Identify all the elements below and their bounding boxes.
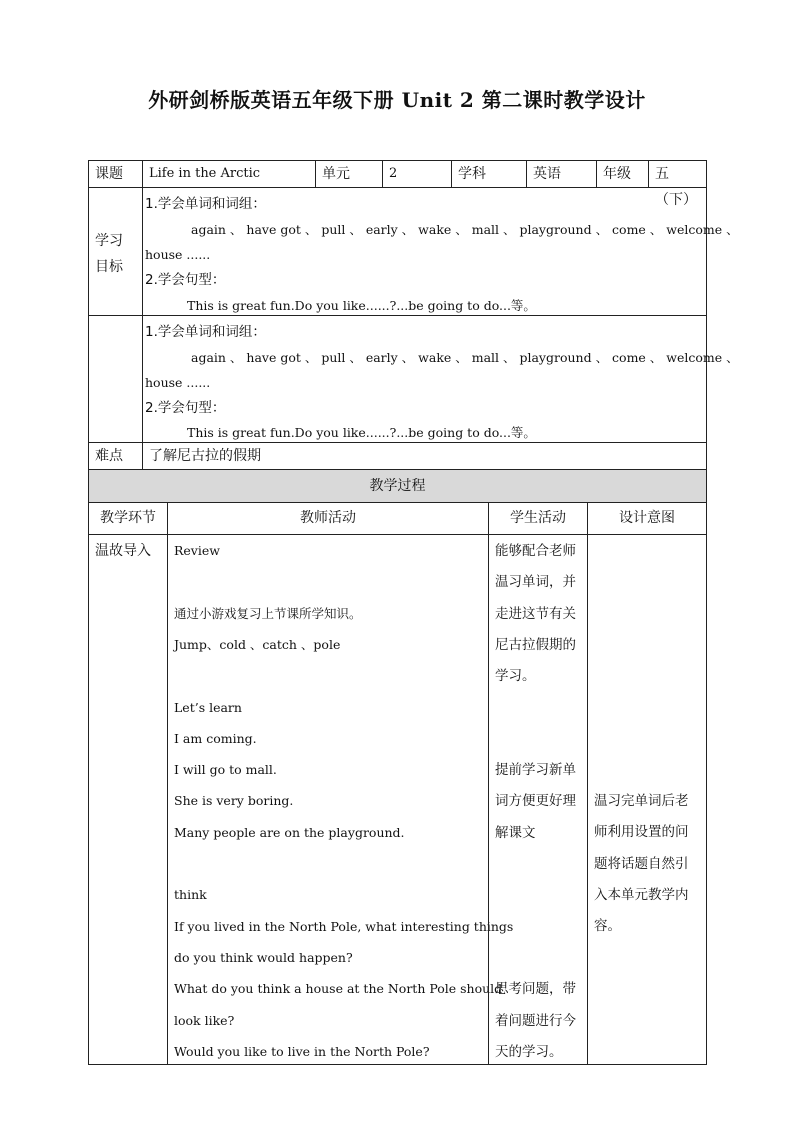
unit-label: 单元 [315, 160, 383, 188]
student-activity-line: 思考问题，带 [495, 981, 576, 998]
teacher-activity-line: I am coming. [174, 730, 257, 746]
page-title: 外研剑桥版英语五年级下册 Unit 2 第二课时教学设计 [148, 88, 646, 112]
student-activity-line: 提前学习新单 [495, 762, 576, 779]
col-student-header: 学生活动 [488, 502, 588, 535]
student-activity-cell [488, 534, 588, 1065]
objectives-words-list: again 、 have got 、 pull 、 early 、 wake 、 mall 、 playground 、 come 、 welcome 、 [191, 222, 739, 237]
keypoints-sentence-heading: 2.学会句型： [145, 400, 226, 416]
teacher-activity-line: look like? [174, 1012, 235, 1028]
student-activity-line: 能够配合老师 [495, 543, 576, 559]
process-heading: 教学过程 [88, 469, 707, 503]
teacher-activity-line: What do you think a house at the North Pole should [174, 981, 503, 997]
student-activity-line: 词方便更好理 [495, 793, 576, 810]
objectives-label-line1: 学习 [95, 233, 123, 249]
objectives-sentence-heading: 2.学会句型： [145, 272, 226, 288]
keypoints-content [142, 315, 739, 443]
design-intent-cell [587, 534, 707, 1065]
student-activity-line: 学习。 [495, 668, 536, 685]
teacher-activity-cell [167, 534, 514, 1065]
keypoints-words-heading: 1.学会单词和词组： [145, 324, 266, 340]
student-activity-line: 尼古拉假期的 [495, 636, 576, 653]
subject-label: 学科 [451, 160, 527, 188]
student-activity-line: 天的学习。 [495, 1043, 563, 1060]
teacher-activity-line: Review [174, 543, 220, 558]
difficulty-label: 难点 [88, 442, 143, 470]
objectives-sentence-text: This is great fun.Do you like......?...be going to do...等。 [187, 298, 536, 313]
stage-cell [88, 534, 168, 1065]
grade-label: 年级 [596, 160, 649, 188]
col-design-header: 设计意图 [587, 502, 707, 535]
keypoints-words-list: again 、 have got 、 pull 、 early 、 wake 、 mall 、 playground 、 come 、 welcome 、 [191, 350, 739, 365]
objectives-content [142, 187, 739, 316]
design-intent-line: 入本单元教学内 [594, 886, 689, 903]
design-intent-line: 温习完单词后老 [594, 793, 689, 809]
teacher-activity-line: Would you like to live in the North Pole? [174, 1043, 430, 1059]
objectives-label-line2: 目标 [95, 259, 123, 275]
design-intent-line: 师利用设置的问 [594, 824, 689, 841]
design-intent-line: 容。 [594, 918, 621, 935]
teacher-activity-line: think [174, 887, 207, 903]
stage-label: 温故导入 [95, 543, 151, 559]
teacher-activity-line: 通过小游戏复习上节课所学知识。 [174, 605, 362, 621]
objectives-words-heading: 1.学会单词和词组： [145, 196, 266, 212]
keypoints-words-tail: house ...... [145, 375, 211, 390]
objectives-label-cell [88, 187, 143, 316]
student-activity-line: 着问题进行今 [495, 1012, 576, 1029]
col-stage-header: 教学环节 [88, 502, 168, 535]
subject-value: 英语 [526, 160, 597, 188]
teacher-activity-line: If you lived in the North Pole, what interesting things [174, 918, 514, 934]
keypoints-label-cell [88, 315, 143, 443]
teacher-activity-line: I will go to mall. [174, 762, 277, 778]
teacher-activity-line: do you think would happen? [174, 949, 353, 965]
keypoints-sentence-text: This is great fun.Do you like......?...be going to do...等。 [187, 425, 536, 440]
topic-value: Life in the Arctic [142, 160, 316, 188]
teacher-activity-line: Many people are on the playground. [174, 824, 405, 840]
teacher-activity-line: Let’s learn [174, 699, 242, 715]
student-activity-line: 解课文 [495, 824, 536, 841]
student-activity-line: 温习单词，并 [495, 574, 576, 591]
objectives-words-tail: house ...... [145, 247, 211, 262]
difficulty-text: 了解尼古拉的假期 [142, 442, 707, 470]
design-intent-line: 题将话题自然引 [594, 855, 689, 872]
student-activity-line: 走进这节有关 [495, 605, 576, 622]
unit-value: 2 [382, 160, 452, 188]
col-teacher-header: 教师活动 [167, 502, 489, 535]
grade-value: 五（下） [648, 160, 707, 188]
teacher-activity-line: Jump、cold 、catch 、pole [174, 636, 341, 652]
topic-label: 课题 [88, 160, 143, 188]
teacher-activity-line: She is very boring. [174, 793, 294, 809]
